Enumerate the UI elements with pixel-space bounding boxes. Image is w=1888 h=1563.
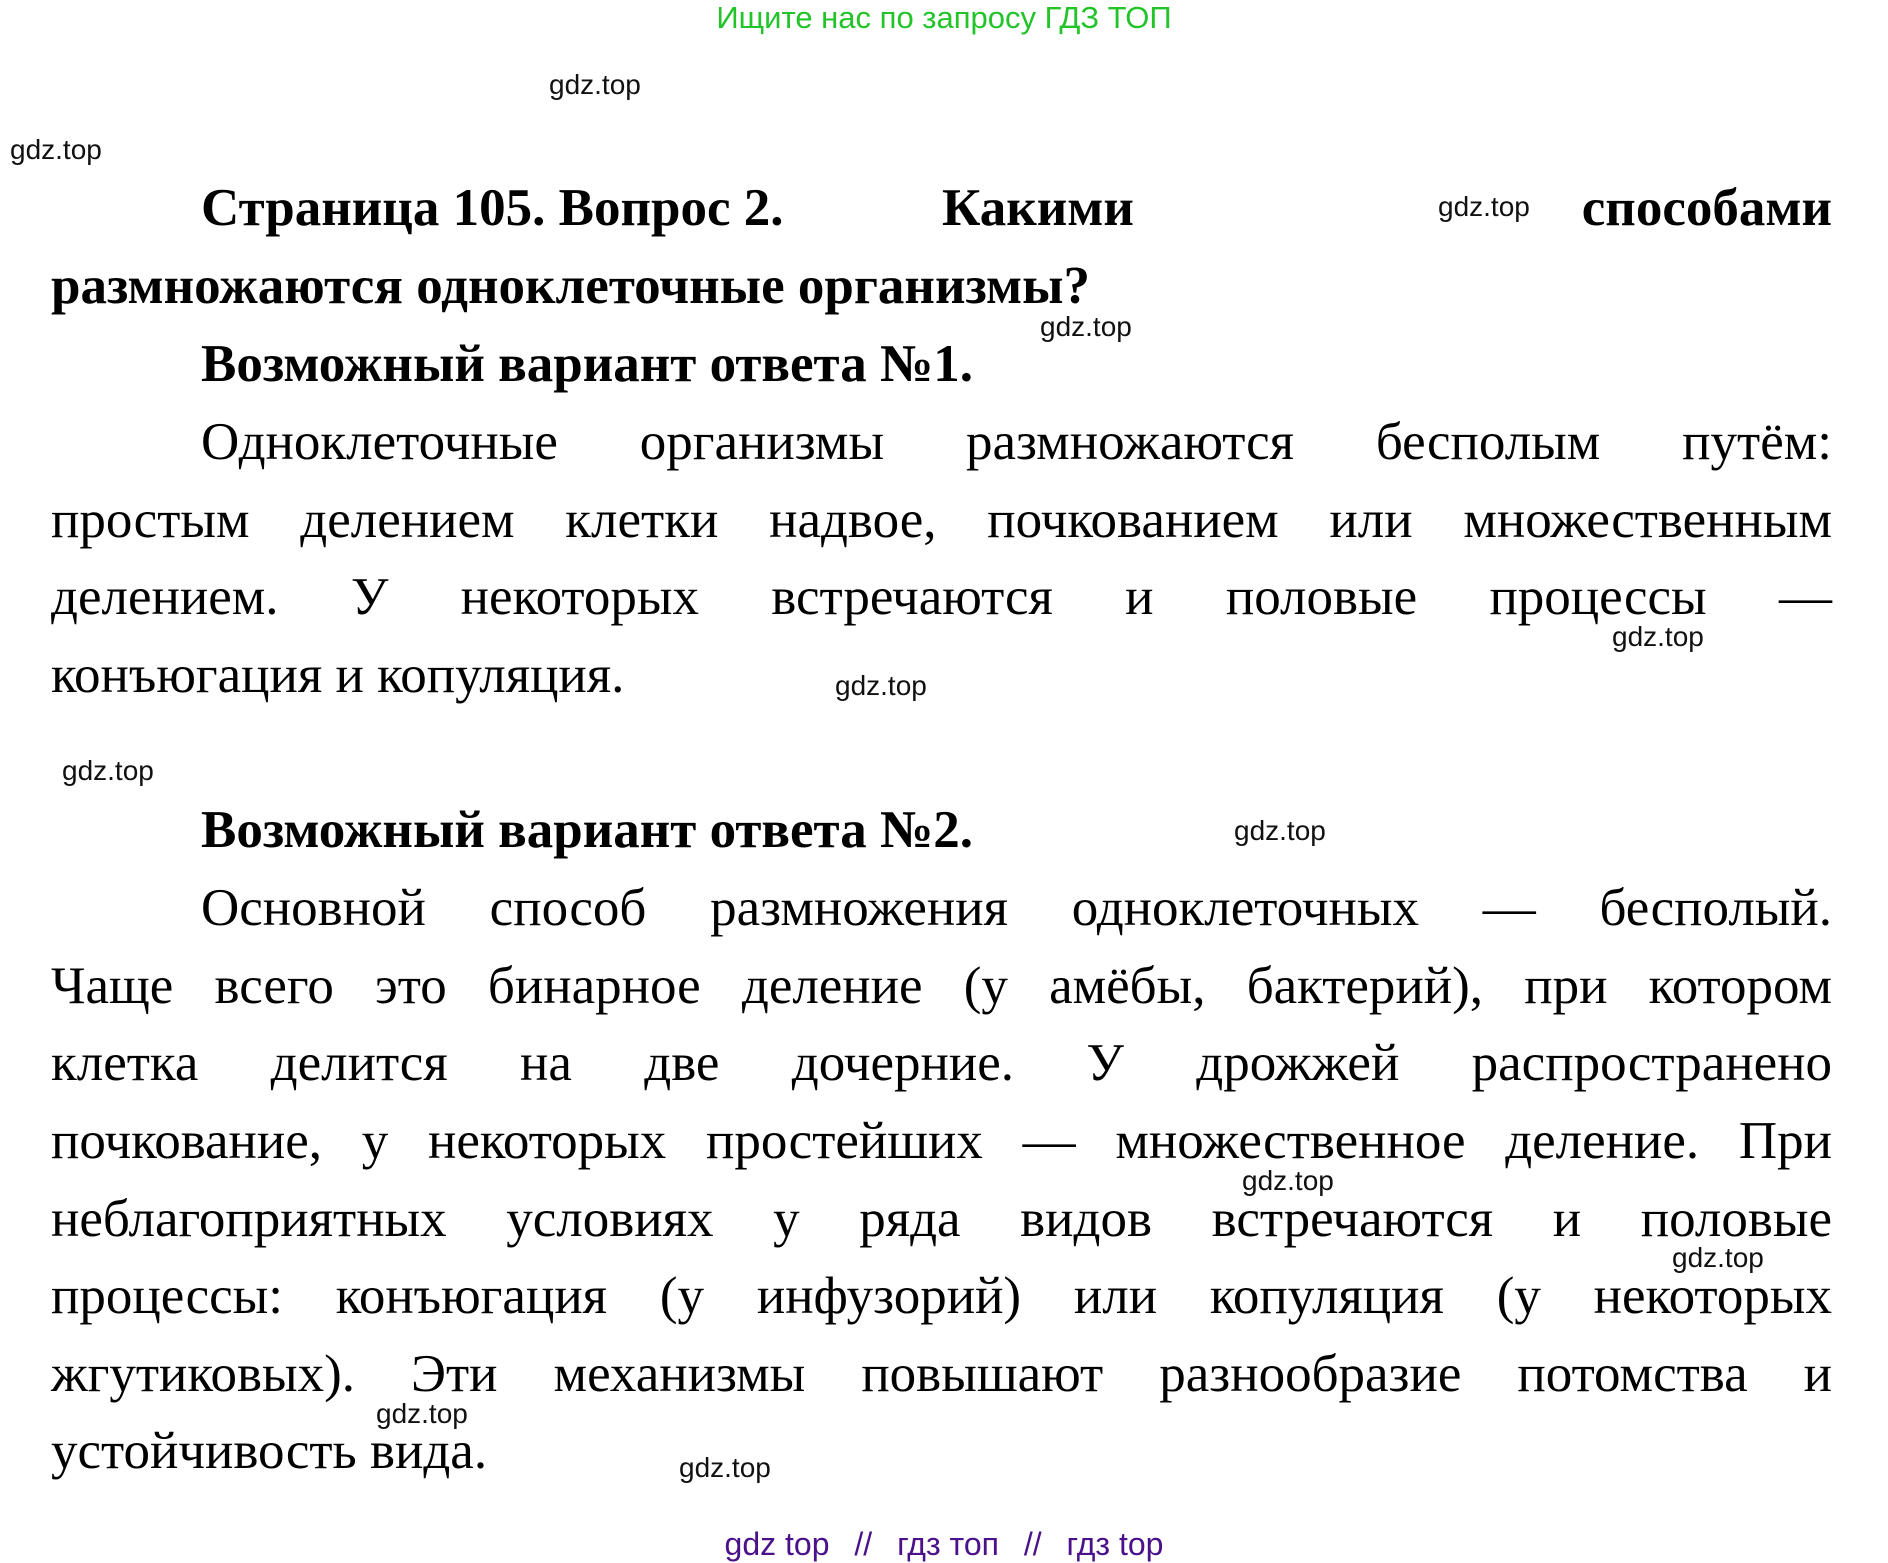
watermark: gdz.top: [549, 69, 641, 100]
watermark: gdz.top: [1242, 1165, 1334, 1196]
answer1-line: делением. У некоторых встречаются и половые процессы —: [51, 568, 1832, 626]
watermark: gdz.top: [1040, 311, 1132, 342]
question-title-part: Страница 105. Вопрос 2.: [201, 179, 784, 237]
answer2-line: Чаще всего это бинарное деление (у амёбы, бактерий), при котором: [51, 957, 1832, 1015]
answer1-heading: Возможный вариант ответа №1.: [201, 335, 973, 393]
watermark: gdz.top: [1438, 191, 1530, 222]
footer-separator: //: [1023, 1526, 1042, 1562]
answer2-line: клетка делится на две дочерние. У дрожжей распространено: [51, 1034, 1832, 1092]
watermark: gdz.top: [1612, 621, 1704, 652]
question-title-line2: размножаются одноклеточные организмы?: [51, 257, 1091, 315]
watermark: gdz.top: [835, 670, 927, 701]
answer2-line: Основной способ размножения одноклеточных — бесполый.: [201, 879, 1832, 937]
answer2-heading: Возможный вариант ответа №2.: [201, 801, 973, 859]
watermark: gdz.top: [679, 1452, 771, 1483]
footer-separator: //: [854, 1526, 873, 1562]
answer2-line: неблагоприятных условиях у ряда видов встречаются и половые: [51, 1190, 1832, 1248]
answer1-line: простым делением клетки надвое, почкованием или множественным: [51, 491, 1832, 549]
answer2-line: почкование, у некоторых простейших — множественное деление. При: [51, 1112, 1832, 1170]
answer2-line: устойчивость вида.: [51, 1422, 488, 1480]
watermark: gdz.top: [376, 1398, 468, 1429]
footer-link[interactable]: гдз топ: [897, 1526, 999, 1562]
question-title-part: Какими: [942, 179, 1134, 237]
answer1-line: Одноклеточные организмы размножаются бесполым путём:: [201, 413, 1832, 471]
watermark: gdz.top: [1234, 815, 1326, 846]
answer2-line: жгутиковых). Эти механизмы повышают разнообразие потомства и: [51, 1345, 1832, 1403]
watermark: gdz.top: [1672, 1242, 1764, 1273]
answer1-line: конъюгация и копуляция.: [51, 646, 625, 704]
footer-links: [0, 1526, 1888, 1563]
question-title-part: способами: [1581, 179, 1832, 237]
watermark: gdz.top: [62, 755, 154, 786]
footer-link[interactable]: gdz top: [724, 1526, 830, 1562]
answer2-line: процессы: конъюгация (у инфузорий) или копуляция (у некоторых: [51, 1267, 1832, 1325]
search-banner: Ищите нас по запросу ГДЗ ТОП: [716, 0, 1172, 35]
footer-link[interactable]: гдз top: [1066, 1526, 1164, 1562]
watermark: gdz.top: [10, 134, 102, 165]
